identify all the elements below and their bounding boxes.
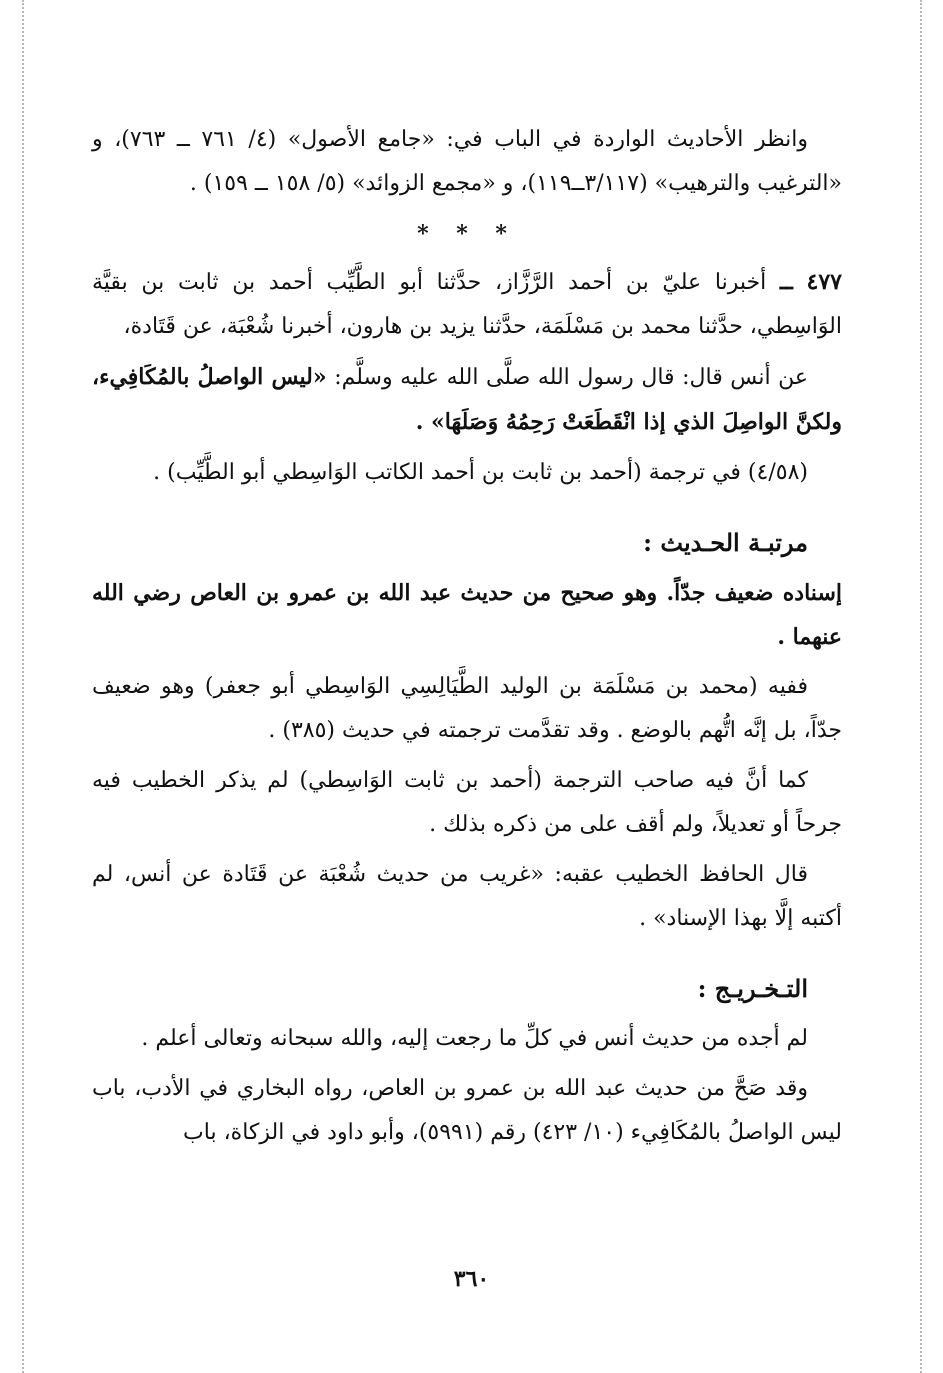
hadith-number: ٤٧٧: [806, 269, 842, 295]
matn-intro: عن أنس قال: قال رسول الله صلَّى الله عليه وسلَّم:: [334, 365, 809, 390]
page-content: [92, 118, 842, 1155]
hadith-matn: [92, 355, 842, 445]
page-number: ٣٦٠: [453, 1266, 490, 1292]
matn-text: «ليس الواصلُ بالمُكَافِيء، ولكنَّ الواصِلَ الذي إذا انْقَطَعَتْ رَحِمُهُ وَصَلَهَا» .: [92, 364, 842, 435]
section-separator: * * *: [417, 221, 517, 247]
intro-line-2: و «الترغيب والترهيب» (٣/١١٧ــ١١٩)، و «مجمع الزوائد» (٥/ ١٥٨ ــ ١٥٩) .: [92, 127, 842, 196]
grading-paragraph-3: كما أنَّ فيه صاحب الترجمة (أحمد بن ثابت الوَاسِطي) لم يذكر الخطيب فيه جرحاً أو تعديلاً، ولم أقف على من ذكره بذلك .: [92, 768, 842, 837]
takhrij-heading: التـخـريـج :: [697, 974, 808, 1003]
grading-paragraph-2: ففيه (محمد بن مَسْلَمَة بن الوليد الطَّيَالِسِي الوَاسِطي أبو جعفر) وهو ضعيف جدّاً، بل إنَّه اتُّهم بالوضع . وقد تقدَّمت ترجمته في حديث (٣٨٥) .: [92, 674, 842, 743]
grading-heading: مرتبـة الحـديث :: [643, 528, 808, 557]
takhrij-paragraph-2: وقد صَحَّ من حديث عبد الله بن عمرو بن العاص، رواه البخاري في الأدب، باب ليس الواصلُ بالمُكَافِيء (١٠/ ٤٢٣) رقم (٥٩٩١)، وأبو داود في الزكاة، باب: [92, 1076, 842, 1145]
page-edge-right: [920, 0, 922, 1373]
grading-paragraph-4: قال الحافظ الخطيب عقبه: «غريب من حديث شُعْبَة عن قَتَادة عن أنس، لم أكتبه إلَّا بهذا الإسناد» .: [92, 862, 842, 931]
isnad-text: أخبرنا عليّ بن أحمد الرَّزَّاز، حدَّثنا أبو الطَّيِّب أحمد بن ثابت بن بقيَّة الوَاسِطي، حدَّثنا محمد بن مَسْلَمَة، حدَّثنا يزيد بن هارون، أخبرنا شُعْبَة، عن قَتَادة،: [92, 270, 842, 339]
grading-paragraph-1: إسناده ضعيف جدّاً. وهو صحيح من حديث عبد الله بن عمرو بن العاص رضي الله عنهما .: [92, 580, 842, 650]
intro-paragraph: [92, 118, 842, 206]
hadith-dash: ــ: [779, 269, 793, 295]
page-edge-left: [22, 0, 24, 1373]
hadith-isnad: [92, 260, 842, 349]
intro-line-1: وانظر الأحاديث الواردة في الباب في: «جامع الأصول» (٤/ ٧٦١ ــ ٧٦٣)،: [114, 127, 808, 152]
takhrij-paragraph-1: لم أجده من حديث أنس في كلِّ ما رجعت إليه، والله سبحانه وتعالى أعلم .: [141, 1026, 808, 1051]
hadith-reference: (٤/٥٨) في ترجمة (أحمد بن ثابت بن أحمد الكاتب الوَاسِطي أبو الطَّيِّب) .: [153, 460, 808, 485]
